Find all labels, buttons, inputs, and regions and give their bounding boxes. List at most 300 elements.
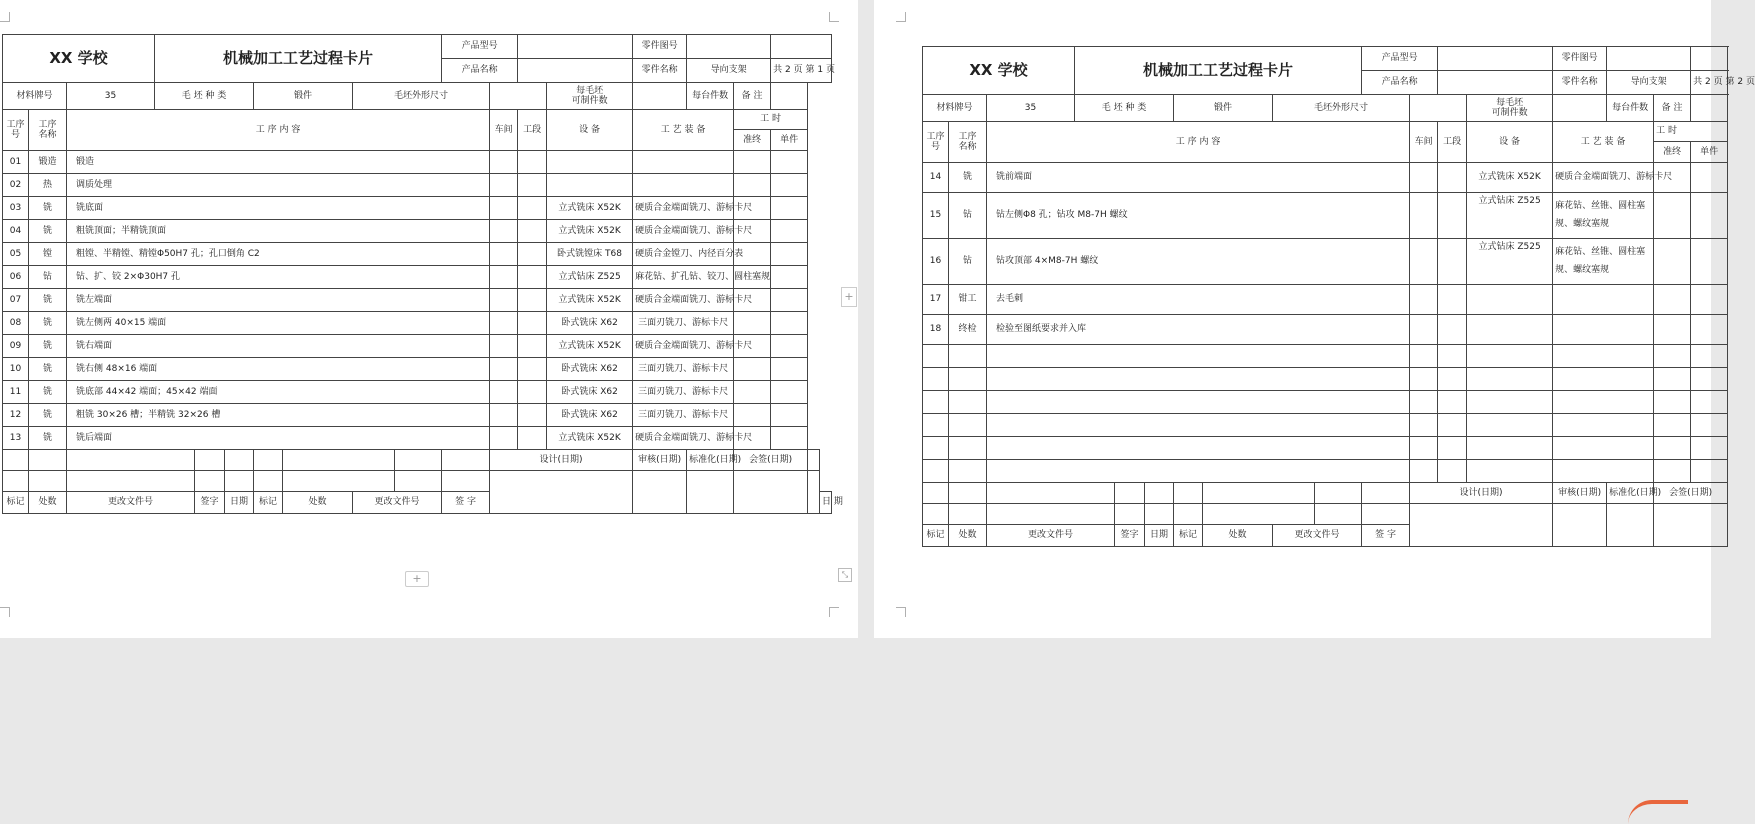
op-number[interactable]: 02 xyxy=(3,174,29,197)
op-name[interactable]: 钻 xyxy=(949,193,987,239)
prep-hours-cell[interactable] xyxy=(1654,315,1691,345)
unit-hours-cell[interactable] xyxy=(771,335,808,358)
tooling-cell[interactable] xyxy=(633,174,734,197)
table-row xyxy=(3,427,832,450)
tooling-cell[interactable]: 麻花钻、扩孔钻、铰刀、圆柱塞规 xyxy=(633,266,734,289)
tooling-cell[interactable] xyxy=(1553,437,1654,460)
op-content[interactable]: 去毛刺 xyxy=(987,285,1410,315)
equipment-cell[interactable]: 卧式铣床 X62 xyxy=(547,358,633,381)
tooling-cell[interactable]: 硬质合金端面铣刀、游标卡尺 xyxy=(633,197,734,220)
tooling-cell[interactable]: 硬质合金端面铣刀、游标卡尺 xyxy=(633,289,734,312)
table-row xyxy=(3,266,832,289)
workshop-cell[interactable] xyxy=(1410,163,1438,193)
op-number[interactable] xyxy=(923,391,949,414)
op-name[interactable] xyxy=(949,391,987,414)
equipment-cell[interactable] xyxy=(1467,414,1553,437)
op-number[interactable]: 08 xyxy=(3,312,29,335)
op-content[interactable]: 粗铣 30×26 槽；半精铣 32×26 槽 xyxy=(67,404,490,427)
section-cell[interactable] xyxy=(1438,391,1467,414)
op-name[interactable]: 铣 xyxy=(29,335,67,358)
revision-cell[interactable] xyxy=(195,471,225,492)
design-value[interactable] xyxy=(1410,504,1553,547)
countersign-value[interactable] xyxy=(1654,504,1728,547)
equipment-cell[interactable] xyxy=(547,174,633,197)
workshop-cell[interactable] xyxy=(1410,460,1438,483)
product-model-value[interactable] xyxy=(1438,47,1553,71)
table-row xyxy=(3,289,832,312)
op-content[interactable]: 检验至图纸要求并入库 xyxy=(987,315,1410,345)
section-cell[interactable] xyxy=(518,381,547,404)
op-number[interactable]: 05 xyxy=(3,243,29,266)
op-name[interactable]: 铣 xyxy=(29,197,67,220)
table-row xyxy=(3,381,832,404)
prep-hours-cell[interactable] xyxy=(1654,414,1691,437)
table-row xyxy=(3,243,832,266)
tooling-cell[interactable]: 三面刃铣刀、游标卡尺 xyxy=(633,358,734,381)
op-number[interactable] xyxy=(923,345,949,368)
workshop-cell[interactable] xyxy=(490,197,518,220)
workshop-cell[interactable] xyxy=(490,174,518,197)
prep-hours-cell[interactable] xyxy=(734,151,771,174)
blank-type-value[interactable]: 锻件 xyxy=(254,83,353,110)
part-name-label: 零件名称 xyxy=(633,59,687,83)
workshop-cell[interactable] xyxy=(490,404,518,427)
op-content[interactable]: 粗镗、半精镗、精镗Φ50H7 孔；孔口倒角 C2 xyxy=(67,243,490,266)
revision-cell[interactable] xyxy=(1174,504,1203,525)
revision-cell[interactable] xyxy=(254,471,283,492)
prep-hours-cell[interactable] xyxy=(1654,368,1691,391)
change-doc-label: 更改文件号 xyxy=(353,492,442,514)
review-value[interactable] xyxy=(1553,504,1607,547)
section-cell[interactable] xyxy=(518,335,547,358)
revision-cell[interactable] xyxy=(987,483,1115,504)
prep-hours-cell[interactable] xyxy=(734,358,771,381)
op-content[interactable]: 钻左侧Φ8 孔；钻攻 M8-7H 螺纹 xyxy=(987,193,1410,239)
unit-hours-cell[interactable] xyxy=(1691,391,1728,414)
mark-label: 标记 xyxy=(1174,525,1203,547)
equipment-cell[interactable]: 卧式铣床 X62 xyxy=(547,381,633,404)
column-header-row xyxy=(3,110,832,130)
tooling-cell[interactable]: 麻花钻、丝锥、圆柱塞规、螺纹塞规 xyxy=(1553,193,1654,239)
op-name[interactable]: 铣 xyxy=(29,404,67,427)
prep-hours-cell[interactable] xyxy=(1654,285,1691,315)
op-number[interactable]: 01 xyxy=(3,151,29,174)
workshop-cell[interactable] xyxy=(490,381,518,404)
workshop-cell[interactable] xyxy=(1410,414,1438,437)
revision-cell[interactable] xyxy=(1145,483,1174,504)
approval-blank[interactable] xyxy=(808,471,820,514)
op-number[interactable] xyxy=(923,460,949,483)
section-cell[interactable] xyxy=(1438,193,1467,239)
unit-hours-cell[interactable] xyxy=(771,174,808,197)
revision-cell[interactable] xyxy=(3,471,29,492)
op-name[interactable] xyxy=(949,437,987,460)
op-name[interactable]: 钻 xyxy=(29,266,67,289)
review-label: 审核(日期) xyxy=(1553,483,1607,504)
op-content[interactable]: 锻造 xyxy=(67,151,490,174)
workshop-cell[interactable] xyxy=(490,220,518,243)
part-drawing-extra[interactable] xyxy=(771,35,832,59)
revision-cell[interactable] xyxy=(195,450,225,471)
product-model-label: 产品型号 xyxy=(1362,47,1438,71)
revision-cell[interactable] xyxy=(254,450,283,471)
prep-hours-cell[interactable] xyxy=(1654,239,1691,285)
op-content[interactable]: 铣左端面 xyxy=(67,289,490,312)
table-row xyxy=(3,197,832,220)
product-model-value[interactable] xyxy=(518,35,633,59)
op-name[interactable]: 终检 xyxy=(949,315,987,345)
equipment-cell[interactable]: 立式钻床 Z525 xyxy=(1467,193,1553,239)
product-name-value[interactable] xyxy=(1438,71,1553,95)
tooling-cell[interactable] xyxy=(633,151,734,174)
unit-hours-cell[interactable] xyxy=(1691,414,1728,437)
revision-cell[interactable] xyxy=(949,483,987,504)
unit-hours-cell[interactable] xyxy=(1691,285,1728,315)
op-content[interactable] xyxy=(987,345,1410,368)
unit-hours-cell[interactable] xyxy=(771,197,808,220)
review-value[interactable] xyxy=(633,471,687,514)
unit-hours-cell[interactable] xyxy=(771,289,808,312)
op-number[interactable] xyxy=(923,437,949,460)
material-row xyxy=(3,83,832,110)
op-number[interactable]: 17 xyxy=(923,285,949,315)
tooling-cell[interactable]: 三面刃铣刀、游标卡尺 xyxy=(633,404,734,427)
remark-value[interactable] xyxy=(771,83,808,110)
equipment-cell[interactable] xyxy=(1467,285,1553,315)
op-content[interactable]: 铣右端面 xyxy=(67,335,490,358)
revision-cell[interactable] xyxy=(225,471,254,492)
revision-cell[interactable] xyxy=(949,504,987,525)
unit-hours-cell[interactable] xyxy=(771,220,808,243)
op-content[interactable] xyxy=(987,368,1410,391)
op-number[interactable]: 16 xyxy=(923,239,949,285)
material-value[interactable]: 35 xyxy=(67,83,155,110)
revision-cell[interactable] xyxy=(923,483,949,504)
equipment-cell[interactable]: 立式铣床 X52K xyxy=(547,335,633,358)
op-number[interactable]: 04 xyxy=(3,220,29,243)
revision-cell[interactable] xyxy=(923,504,949,525)
op-name[interactable]: 锻造 xyxy=(29,151,67,174)
prep-hours-cell[interactable] xyxy=(734,174,771,197)
op-name[interactable] xyxy=(949,414,987,437)
workshop-cell[interactable] xyxy=(490,427,518,450)
tooling-cell[interactable]: 三面刃铣刀、游标卡尺 xyxy=(633,312,734,335)
op-content[interactable]: 钻攻顶部 4×M8-7H 螺纹 xyxy=(987,239,1410,285)
process-card-table xyxy=(2,34,843,514)
tooling-cell[interactable]: 麻花钻、丝锥、圆柱塞规、螺纹塞规 xyxy=(1553,239,1654,285)
revision-cell[interactable] xyxy=(1145,504,1174,525)
section-cell[interactable] xyxy=(518,358,547,381)
section-cell[interactable] xyxy=(518,312,547,335)
unit-hours-cell[interactable] xyxy=(1691,460,1728,483)
section-cell[interactable] xyxy=(518,427,547,450)
op-number[interactable]: 18 xyxy=(923,315,949,345)
tooling-cell[interactable] xyxy=(1553,460,1654,483)
section-cell[interactable] xyxy=(1438,163,1467,193)
op-name[interactable]: 铣 xyxy=(29,427,67,450)
op-name[interactable]: 热 xyxy=(29,174,67,197)
op-name[interactable] xyxy=(949,368,987,391)
equipment-cell[interactable]: 立式铣床 X52K xyxy=(547,289,633,312)
blank-type-value[interactable]: 锻件 xyxy=(1174,95,1273,122)
workshop-cell[interactable] xyxy=(490,151,518,174)
part-name-value[interactable]: 导向支架 xyxy=(1607,71,1691,95)
equipment-cell[interactable]: 立式钻床 Z525 xyxy=(547,266,633,289)
revision-cell[interactable] xyxy=(283,471,395,492)
equipment-cell[interactable] xyxy=(547,151,633,174)
equipment-cell[interactable] xyxy=(1467,315,1553,345)
equipment-cell[interactable]: 卧式铣床 X62 xyxy=(547,312,633,335)
equipment-cell[interactable] xyxy=(1467,391,1553,414)
equipment-cell[interactable]: 立式铣床 X52K xyxy=(1467,163,1553,193)
equipment-cell[interactable] xyxy=(1467,368,1553,391)
op-content[interactable]: 铣前端面 xyxy=(987,163,1410,193)
op-content[interactable] xyxy=(987,391,1410,414)
prep-hours-cell[interactable] xyxy=(1654,345,1691,368)
remark-value[interactable] xyxy=(1691,95,1728,122)
revision-cell[interactable] xyxy=(442,471,490,492)
tooling-cell[interactable] xyxy=(1553,285,1654,315)
revision-cell[interactable] xyxy=(1115,504,1145,525)
prep-hours-cell[interactable] xyxy=(1654,391,1691,414)
op-content[interactable]: 铣底部 44×42 端面；45×42 端面 xyxy=(67,381,490,404)
op-name[interactable]: 铣 xyxy=(29,220,67,243)
op-name[interactable]: 钳工 xyxy=(949,285,987,315)
unit-hours-cell[interactable] xyxy=(1691,437,1728,460)
op-number[interactable]: 13 xyxy=(3,427,29,450)
equipment-cell[interactable]: 立式铣床 X52K xyxy=(547,197,633,220)
op-name[interactable]: 铣 xyxy=(949,163,987,193)
section-cell[interactable] xyxy=(518,289,547,312)
tooling-cell[interactable] xyxy=(1553,391,1654,414)
revision-cell[interactable] xyxy=(283,450,395,471)
op-content[interactable]: 粗铣顶面；半精铣顶面 xyxy=(67,220,490,243)
unit-hours-cell[interactable] xyxy=(1691,315,1728,345)
tooling-cell[interactable]: 三面刃铣刀、游标卡尺 xyxy=(633,381,734,404)
workshop-cell[interactable] xyxy=(490,243,518,266)
op-content[interactable]: 铣后端面 xyxy=(67,427,490,450)
material-label: 材料牌号 xyxy=(3,83,67,110)
unit-hours-cell[interactable] xyxy=(771,358,808,381)
workshop-cell[interactable] xyxy=(490,266,518,289)
workshop-cell[interactable] xyxy=(1410,345,1438,368)
equipment-cell[interactable]: 立式铣床 X52K xyxy=(547,427,633,450)
workshop-cell[interactable] xyxy=(1410,193,1438,239)
tooling-cell[interactable]: 硬质合金端面铣刀、游标卡尺 xyxy=(633,427,734,450)
op-content[interactable]: 钻、扩、铰 2×Φ30H7 孔 xyxy=(67,266,490,289)
op-name[interactable] xyxy=(949,345,987,368)
revision-cell[interactable] xyxy=(3,450,29,471)
section-cell[interactable] xyxy=(518,151,547,174)
equipment-cell[interactable]: 卧式铣镗床 T68 xyxy=(547,243,633,266)
revision-cell[interactable] xyxy=(442,450,490,471)
tooling-cell[interactable] xyxy=(1553,345,1654,368)
section-cell[interactable] xyxy=(1438,460,1467,483)
tooling-cell[interactable]: 硬质合金端面铣刀、游标卡尺 xyxy=(1553,163,1654,193)
add-column-button[interactable]: + xyxy=(841,287,857,307)
op-name[interactable] xyxy=(949,460,987,483)
unit-hours-cell[interactable] xyxy=(771,427,808,450)
revision-cell[interactable] xyxy=(987,504,1115,525)
standard-value[interactable] xyxy=(1607,504,1654,547)
workshop-cell[interactable] xyxy=(1410,437,1438,460)
design-value[interactable] xyxy=(490,471,633,514)
per-blank-value[interactable] xyxy=(633,83,687,110)
section-cell[interactable] xyxy=(518,174,547,197)
prep-hours-cell[interactable] xyxy=(734,312,771,335)
op-content[interactable]: 铣左侧两 40×15 端面 xyxy=(67,312,490,335)
prep-hours-cell[interactable] xyxy=(1654,193,1691,239)
table-row xyxy=(3,174,832,197)
workshop-cell[interactable] xyxy=(1410,368,1438,391)
tooling-cell[interactable]: 硬质合金端面铣刀、游标卡尺 xyxy=(633,335,734,358)
workshop-cell[interactable] xyxy=(490,335,518,358)
op-number[interactable] xyxy=(923,414,949,437)
tooling-cell[interactable] xyxy=(1553,414,1654,437)
revision-cell[interactable] xyxy=(1203,504,1315,525)
section-cell[interactable] xyxy=(1438,285,1467,315)
unit-hours-cell[interactable] xyxy=(771,243,808,266)
revision-cell[interactable] xyxy=(1362,504,1410,525)
prep-hours-cell[interactable] xyxy=(734,404,771,427)
workshop-cell[interactable] xyxy=(1410,285,1438,315)
op-content[interactable]: 铣右侧 48×16 端面 xyxy=(67,358,490,381)
unit-hours-cell[interactable] xyxy=(1691,345,1728,368)
unit-hours-cell[interactable] xyxy=(771,381,808,404)
table-row xyxy=(923,315,1728,345)
part-drawing-value[interactable] xyxy=(687,35,771,59)
tooling-cell[interactable]: 硬质合金镗刀、内径百分表 xyxy=(633,243,734,266)
equipment-cell[interactable] xyxy=(1467,460,1553,483)
equipment-cell[interactable]: 立式钻床 Z525 xyxy=(1467,239,1553,285)
equipment-cell[interactable]: 卧式铣床 X62 xyxy=(547,404,633,427)
equipment-cell[interactable]: 立式铣床 X52K xyxy=(547,220,633,243)
revision-cell[interactable] xyxy=(29,450,67,471)
part-drawing-extra[interactable] xyxy=(1691,47,1728,71)
tooling-cell[interactable] xyxy=(1553,368,1654,391)
unit-hours-cell[interactable] xyxy=(1691,239,1728,285)
part-name-value[interactable]: 导向支架 xyxy=(687,59,771,83)
section-cell[interactable] xyxy=(518,243,547,266)
unit-hours-cell[interactable] xyxy=(771,312,808,335)
table-resize-handle[interactable]: ⤡ xyxy=(838,568,852,582)
section-cell[interactable] xyxy=(1438,345,1467,368)
section-cell[interactable] xyxy=(1438,437,1467,460)
unit-hours-cell[interactable] xyxy=(1691,163,1728,193)
section-cell[interactable] xyxy=(518,266,547,289)
op-content[interactable]: 调质处理 xyxy=(67,174,490,197)
material-value[interactable]: 35 xyxy=(987,95,1075,122)
revision-row xyxy=(923,483,1728,504)
op-content[interactable] xyxy=(987,414,1410,437)
op-number[interactable]: 06 xyxy=(3,266,29,289)
blank-size-value[interactable] xyxy=(1410,95,1467,122)
revision-cell[interactable] xyxy=(395,450,442,471)
part-drawing-value[interactable] xyxy=(1607,47,1691,71)
tooling-cell[interactable] xyxy=(1553,315,1654,345)
workshop-cell[interactable] xyxy=(490,289,518,312)
revision-cell[interactable] xyxy=(1115,483,1145,504)
mark-label: 标记 xyxy=(3,492,29,514)
prep-hours-cell[interactable] xyxy=(1654,460,1691,483)
per-blank-value[interactable] xyxy=(1553,95,1607,122)
op-name[interactable]: 铣 xyxy=(29,289,67,312)
revision-cell[interactable] xyxy=(67,450,195,471)
revision-cell[interactable] xyxy=(67,471,195,492)
op-number[interactable] xyxy=(923,368,949,391)
op-name[interactable]: 铣 xyxy=(29,312,67,335)
op-number[interactable]: 09 xyxy=(3,335,29,358)
unit-hours-cell[interactable] xyxy=(771,151,808,174)
workshop-cell[interactable] xyxy=(490,312,518,335)
section-cell[interactable] xyxy=(518,404,547,427)
revision-cell[interactable] xyxy=(1203,483,1315,504)
revision-cell[interactable] xyxy=(395,471,442,492)
section-cell[interactable] xyxy=(518,197,547,220)
revision-cell[interactable] xyxy=(1315,504,1362,525)
countersign-value[interactable] xyxy=(734,471,808,514)
blank-size-value[interactable] xyxy=(490,83,547,110)
op-content[interactable]: 铣底面 xyxy=(67,197,490,220)
op-name[interactable]: 钻 xyxy=(949,239,987,285)
standard-value[interactable] xyxy=(687,471,734,514)
equipment-cell[interactable] xyxy=(1467,345,1553,368)
op-name[interactable]: 镗 xyxy=(29,243,67,266)
header-row xyxy=(3,35,832,59)
op-number[interactable]: 03 xyxy=(3,197,29,220)
card-title: 机械加工工艺过程卡片 xyxy=(155,35,442,83)
unit-hours-cell[interactable] xyxy=(1691,368,1728,391)
op-name[interactable]: 铣 xyxy=(29,381,67,404)
prep-hours-cell[interactable] xyxy=(1654,437,1691,460)
unit-hours-cell[interactable] xyxy=(771,404,808,427)
op-content[interactable] xyxy=(987,460,1410,483)
op-number[interactable]: 07 xyxy=(3,289,29,312)
revision-cell[interactable] xyxy=(225,450,254,471)
add-row-button[interactable]: + xyxy=(405,571,429,587)
unit-hours-cell[interactable] xyxy=(771,266,808,289)
revision-cell[interactable] xyxy=(1315,483,1362,504)
op-number[interactable]: 12 xyxy=(3,404,29,427)
op-number[interactable]: 14 xyxy=(923,163,949,193)
equipment-cell[interactable] xyxy=(1467,437,1553,460)
section-cell[interactable] xyxy=(1438,414,1467,437)
tooling-cell[interactable]: 硬质合金端面铣刀、游标卡尺 xyxy=(633,220,734,243)
workshop-cell[interactable] xyxy=(1410,315,1438,345)
unit-hours-cell[interactable] xyxy=(1691,193,1728,239)
revision-cell[interactable] xyxy=(1174,483,1203,504)
floating-widget-edge[interactable] xyxy=(1628,800,1688,824)
workshop-cell[interactable] xyxy=(1410,239,1438,285)
op-number[interactable]: 10 xyxy=(3,358,29,381)
revision-cell[interactable] xyxy=(29,471,67,492)
section-cell[interactable] xyxy=(1438,315,1467,345)
revision-cell[interactable] xyxy=(1362,483,1410,504)
product-name-value[interactable] xyxy=(518,59,633,83)
op-content[interactable] xyxy=(987,437,1410,460)
op-number[interactable]: 11 xyxy=(3,381,29,404)
section-cell[interactable] xyxy=(1438,368,1467,391)
workshop-cell[interactable] xyxy=(1410,391,1438,414)
op-number[interactable]: 15 xyxy=(923,193,949,239)
section-cell[interactable] xyxy=(518,220,547,243)
table-row xyxy=(923,285,1728,315)
section-cell[interactable] xyxy=(1438,239,1467,285)
op-name[interactable]: 铣 xyxy=(29,358,67,381)
approval-blank[interactable] xyxy=(808,450,820,471)
prep-hours-cell[interactable] xyxy=(734,381,771,404)
workshop-cell[interactable] xyxy=(490,358,518,381)
